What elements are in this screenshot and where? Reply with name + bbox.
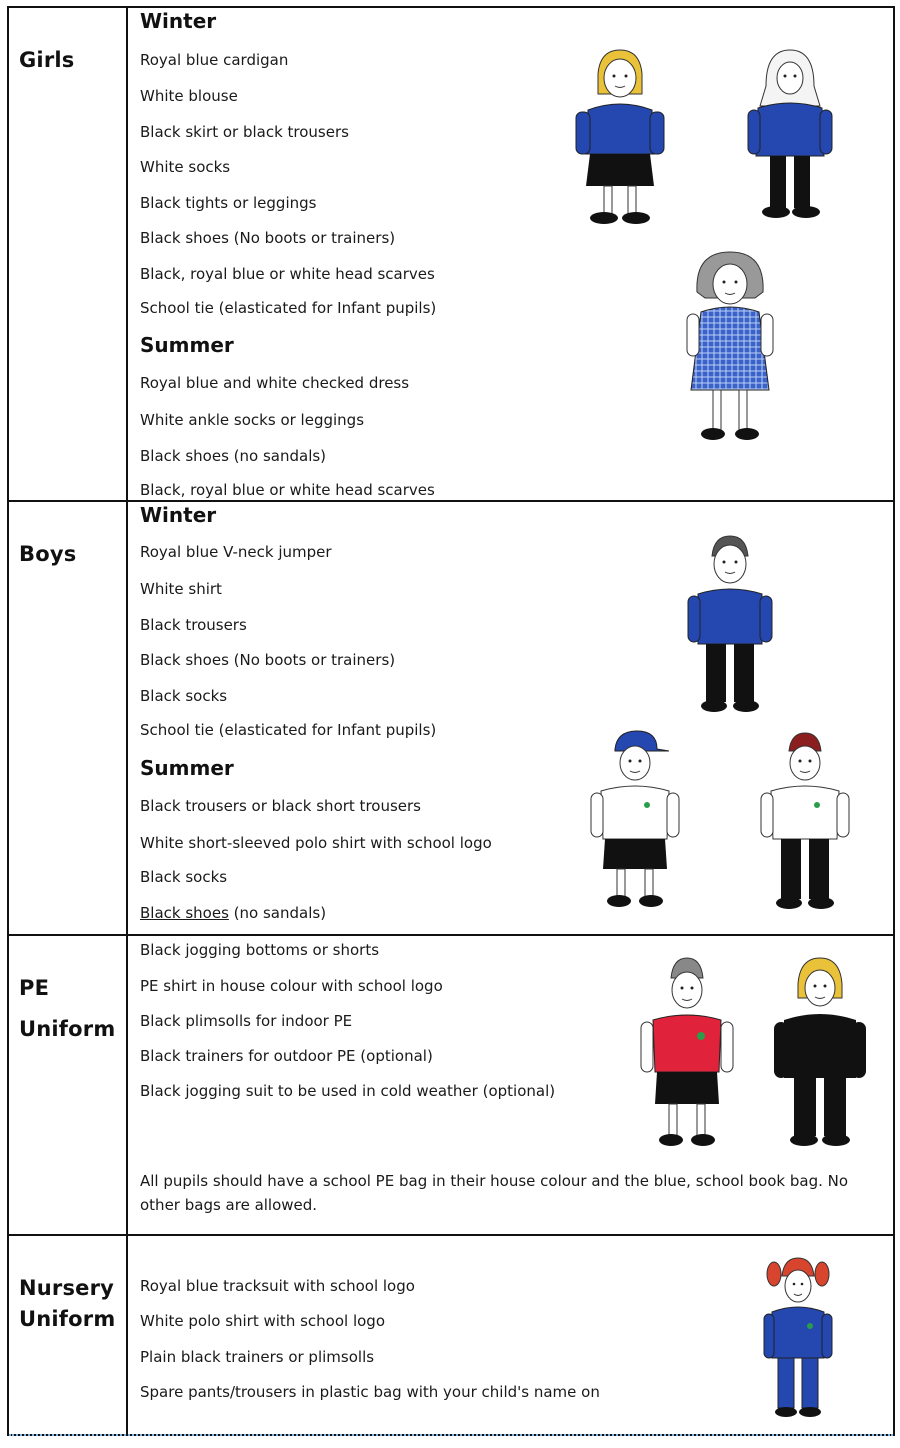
list-item: White socks [140,158,231,176]
list-item: Black tights or leggings [140,194,317,212]
pe-bag-note: All pupils should have a school PE bag in their house colour and the blue, school book bag. No other bags are allowed. [140,1172,849,1214]
pe-row [9,936,893,1236]
list-item: Black, royal blue or white head scarves [140,481,435,499]
list-item: Black shoes (No boots or trainers) [140,651,396,669]
girl-summer-dress-illustration [675,248,785,453]
girls-summer-heading: Summer [140,333,234,357]
uniform-table [7,6,895,1436]
pe-label-line2: Uniform [19,1017,116,1041]
list-item: PE shirt in house colour with school logo [140,977,443,995]
boys-content [130,502,893,934]
dotted-divider [9,1434,893,1436]
list-item: Royal blue tracksuit with school logo [140,1277,415,1295]
list-item: Black socks [140,868,228,886]
girls-content [130,8,893,500]
girl-headscarf-illustration [740,46,840,226]
list-item: Black shoes (No boots or trainers) [140,229,396,247]
boys-label-cell [9,502,128,934]
list-item: Black jogging bottoms or shorts [140,941,380,959]
nursery-label-cell [9,1236,128,1434]
list-item: Spare pants/trousers in plastic bag with your child's name on [140,1383,600,1401]
pe-label-cell [9,936,128,1234]
pe-black-tracksuit-illustration [770,954,870,1159]
list-item: Black shoes (no sandals) [140,447,327,465]
nursery-label-line2: Uniform [19,1307,116,1331]
list-item: School tie (elasticated for Infant pupils) [140,721,437,739]
list-item: Black, royal blue or white head scarves [140,265,435,283]
list-item: Black trainers for outdoor PE (optional) [140,1047,433,1065]
boy-summer-trousers-illustration [755,727,855,917]
boy-summer-shorts-illustration [585,727,685,917]
list-item: Black trousers or black short trousers [140,797,421,815]
list-item: Black socks [140,687,228,705]
list-item: White polo shirt with school logo [140,1312,385,1330]
list-item: White short-sleeved polo shirt with school logo [140,834,492,852]
girl-winter-illustration [570,46,670,236]
shoes-note: (no sandals) [228,904,327,922]
nursery-content [130,1236,893,1434]
nursery-row [9,1236,893,1434]
list-item: Black trousers [140,616,247,634]
list-item: White blouse [140,87,238,105]
list-item: Royal blue V-neck jumper [140,543,332,561]
girls-label-cell [9,8,128,500]
nursery-tracksuit-illustration [758,1254,838,1429]
list-item: Black plimsolls for indoor PE [140,1012,353,1030]
list-item: Plain black trainers or plimsolls [140,1348,375,1366]
boys-summer-heading: Summer [140,756,234,780]
list-item: White shirt [140,580,222,598]
shoes-underlined: Black shoes [140,904,229,922]
pe-red-shirt-illustration [635,954,740,1159]
boys-winter-heading: Winter [140,503,217,527]
list-item: Black jogging suit to be used in cold weather (optional) [140,1082,556,1100]
boys-row [9,502,893,936]
boys-label: Boys [19,542,77,566]
list-item: Royal blue and white checked dress [140,374,410,392]
pe-content [130,936,893,1234]
list-item: Black skirt or black trousers [140,123,349,141]
pe-label-line1: PE [19,976,50,1000]
list-item: Royal blue cardigan [140,51,289,69]
nursery-label-line1: Nursery [19,1276,115,1300]
girls-winter-heading: Winter [140,9,217,33]
list-item: White ankle socks or leggings [140,411,365,429]
girls-label: Girls [19,48,75,72]
list-item: School tie (elasticated for Infant pupils) [140,299,437,317]
list-item-shoes [140,903,326,923]
girls-row [9,8,893,502]
boy-winter-illustration [680,532,780,722]
